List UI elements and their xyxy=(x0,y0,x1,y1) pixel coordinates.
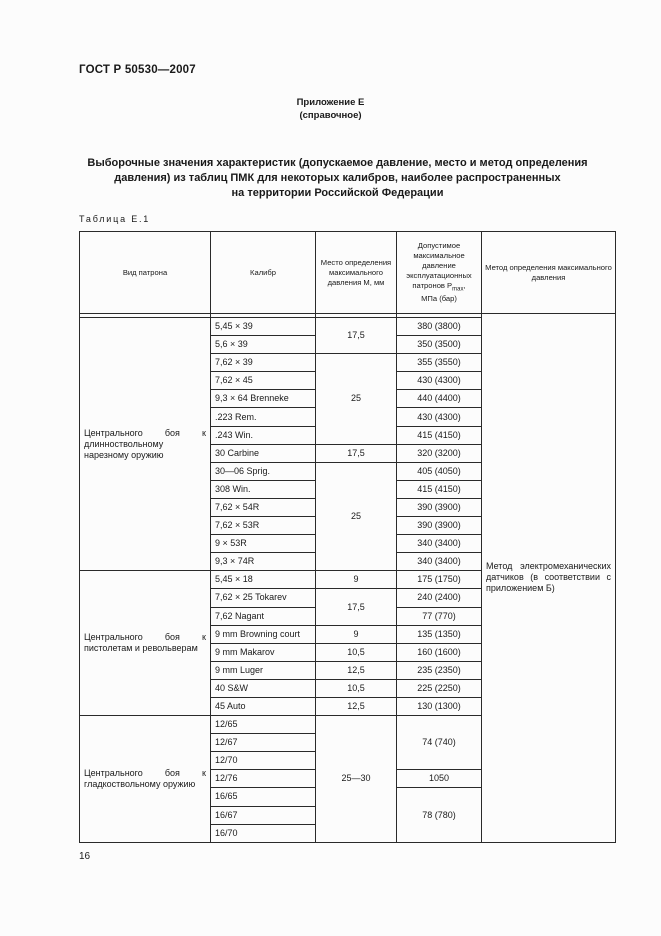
caliber-cell: 7,62 × 54R xyxy=(211,498,316,516)
group-shotgun-text: Центрального боя к гладкоствольному оружию xyxy=(84,767,206,789)
caliber-cell: 308 Win. xyxy=(211,480,316,498)
table-label: Таблица Е.1 xyxy=(79,214,151,224)
title-line-1: Выборочные значения характеристик (допускаемое давление, место и метод определения xyxy=(87,157,588,169)
pressure-cell: 405 (4050) xyxy=(397,462,482,480)
method-text: Метод электромеханических датчиков (в соответствии с приложением Б) xyxy=(486,561,611,594)
group-pistol-text: Центрального боя к пистолетам и револьверам xyxy=(84,632,206,654)
caliber-cell: 45 Auto xyxy=(211,697,316,715)
header-caliber: Калибр xyxy=(211,232,316,314)
document-title xyxy=(60,156,615,201)
header-pressure-subscript: max xyxy=(452,286,464,293)
caliber-cell: 16/65 xyxy=(211,788,316,806)
group-shotgun xyxy=(80,716,211,843)
caliber-cell: 9 mm Luger xyxy=(211,661,316,679)
header-kind: Вид патрона xyxy=(80,232,211,314)
method-cell xyxy=(482,314,616,843)
annex-subtitle: (справочное) xyxy=(299,110,362,121)
caliber-cell: 7,62 × 45 xyxy=(211,372,316,390)
pressure-cell: 390 (3900) xyxy=(397,498,482,516)
caliber-cell: 5,45 × 18 xyxy=(211,571,316,589)
caliber-cell: 9,3 × 64 Brenneke xyxy=(211,390,316,408)
pressure-cell: 340 (3400) xyxy=(397,553,482,571)
caliber-cell: 30—06 Sprig. xyxy=(211,462,316,480)
header-pressure-line-4: эксплуатационных xyxy=(406,270,472,280)
pressure-cell: 415 (4150) xyxy=(397,480,482,498)
location-cell: 25 xyxy=(316,462,397,571)
caliber-cell: 12/67 xyxy=(211,734,316,752)
header-pressure-line-2: максимальное xyxy=(413,250,465,260)
annex-heading xyxy=(0,96,661,122)
group-rifle-text: Центрального боя к длинноствольному нарезному оружию xyxy=(84,427,206,460)
caliber-cell: 12/65 xyxy=(211,716,316,734)
caliber-cell: 7,62 × 53R xyxy=(211,517,316,535)
caliber-cell: 7,62 × 25 Tokarev xyxy=(211,589,316,607)
location-cell: 12,5 xyxy=(316,661,397,679)
annex-title: Приложение Е xyxy=(296,97,365,108)
caliber-cell: 9 mm Makarov xyxy=(211,643,316,661)
caliber-cell: 12/76 xyxy=(211,770,316,788)
title-line-3: на территории Российской Федерации xyxy=(231,187,444,199)
pressure-cell: 175 (1750) xyxy=(397,571,482,589)
caliber-cell: 7,62 × 39 xyxy=(211,354,316,372)
pressure-cell: 235 (2350) xyxy=(397,661,482,679)
pressure-cell: 225 (2250) xyxy=(397,679,482,697)
pressure-cell: 320 (3200) xyxy=(397,444,482,462)
caliber-cell: 40 S&W xyxy=(211,679,316,697)
location-cell: 25 xyxy=(316,354,397,444)
group-rifle xyxy=(80,318,211,571)
pressure-cell: 355 (3550) xyxy=(397,354,482,372)
pressure-cell: 390 (3900) xyxy=(397,517,482,535)
page-number: 16 xyxy=(79,851,91,862)
caliber-cell: 5,45 × 39 xyxy=(211,318,316,336)
pressure-cell: 430 (4300) xyxy=(397,372,482,390)
header-pressure-line-3: давление xyxy=(422,260,456,270)
caliber-cell: 30 Carbine xyxy=(211,444,316,462)
caliber-cell: .223 Rem. xyxy=(211,408,316,426)
header-pressure-line-6: МПа (бар) xyxy=(421,294,457,304)
header-pressure-line-5: патронов P xyxy=(412,280,453,290)
caliber-cell: 16/67 xyxy=(211,806,316,824)
header-pressure-comma: , xyxy=(463,280,466,290)
pressure-cell: 1050 xyxy=(397,770,482,788)
location-cell: 25—30 xyxy=(316,716,397,843)
caliber-cell: 9 mm Browning court xyxy=(211,625,316,643)
caliber-cell: 5,6 × 39 xyxy=(211,336,316,354)
caliber-cell: 12/70 xyxy=(211,752,316,770)
caliber-cell: 16/70 xyxy=(211,824,316,842)
caliber-cell: 9,3 × 74R xyxy=(211,553,316,571)
caliber-cell: 7,62 Nagant xyxy=(211,607,316,625)
pressure-cell: 380 (3800) xyxy=(397,318,482,336)
location-cell: 17,5 xyxy=(316,589,397,625)
pressure-cell: 160 (1600) xyxy=(397,643,482,661)
pressure-cell: 130 (1300) xyxy=(397,697,482,715)
header-pressure xyxy=(397,232,482,314)
pressure-cell: 430 (4300) xyxy=(397,408,482,426)
pressure-cell: 415 (4150) xyxy=(397,426,482,444)
location-cell: 12,5 xyxy=(316,697,397,715)
pressure-table xyxy=(79,231,616,843)
title-line-2: давления) из таблиц ПМК для некоторых калибров, наиболее распространенных xyxy=(114,172,561,184)
location-cell: 17,5 xyxy=(316,444,397,462)
header-location: Место определения максимального давления М, мм xyxy=(316,232,397,314)
location-cell: 9 xyxy=(316,625,397,643)
standard-number: ГОСТ Р 50530—2007 xyxy=(79,64,196,76)
location-cell: 9 xyxy=(316,571,397,589)
header-method: Метод определения максимального давления xyxy=(482,232,616,314)
caliber-cell: 9 × 53R xyxy=(211,535,316,553)
caliber-cell: .243 Win. xyxy=(211,426,316,444)
pressure-cell: 74 (740) xyxy=(397,716,482,770)
location-cell: 10,5 xyxy=(316,679,397,697)
pressure-cell: 350 (3500) xyxy=(397,336,482,354)
pressure-cell: 78 (780) xyxy=(397,788,482,842)
header-pressure-line-1: Допустимое xyxy=(417,240,461,250)
table-header-row xyxy=(80,232,616,314)
location-cell: 10,5 xyxy=(316,643,397,661)
group-pistol xyxy=(80,571,211,716)
location-cell: 17,5 xyxy=(316,318,397,354)
pressure-cell: 240 (2400) xyxy=(397,589,482,607)
pressure-cell: 77 (770) xyxy=(397,607,482,625)
pressure-cell: 440 (4400) xyxy=(397,390,482,408)
pressure-cell: 340 (3400) xyxy=(397,535,482,553)
pressure-cell: 135 (1350) xyxy=(397,625,482,643)
